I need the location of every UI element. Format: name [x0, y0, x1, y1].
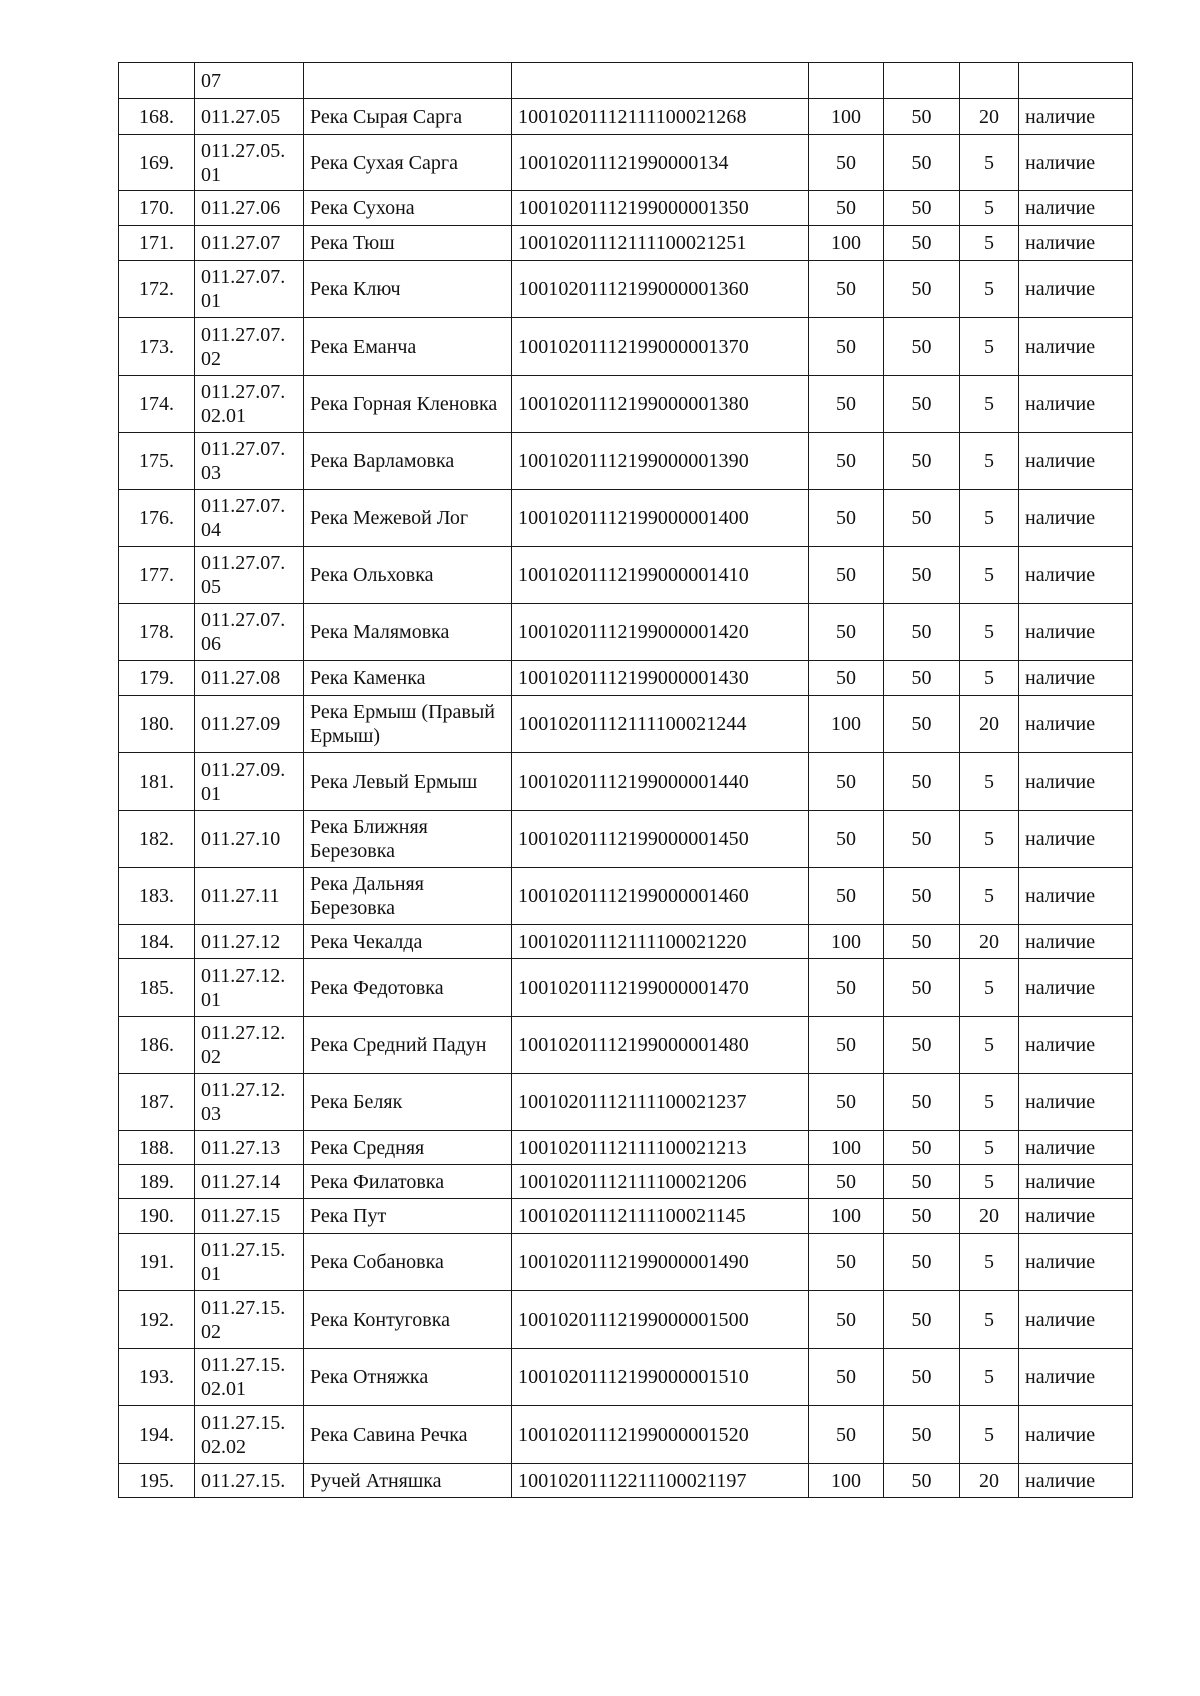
value-1-cell: [809, 63, 884, 99]
status-cell: наличие: [1019, 1131, 1133, 1165]
table-row: [119, 811, 1133, 868]
value-1-cell: 50: [809, 661, 884, 696]
value-2-cell: 50: [884, 99, 960, 135]
row-number-cell: 169.: [119, 135, 195, 191]
value-3-cell: 5: [960, 547, 1019, 604]
registry-number-cell: 10010201112199000001380: [512, 376, 809, 433]
table-row: [119, 959, 1133, 1017]
table-row: [119, 547, 1133, 604]
row-number-cell: 174.: [119, 376, 195, 433]
value-2-cell: 50: [884, 604, 960, 661]
value-1-cell: 50: [809, 433, 884, 490]
table-row: [119, 490, 1133, 547]
value-2-cell: 50: [884, 753, 960, 811]
value-3-cell: 5: [960, 191, 1019, 226]
value-1-cell: 50: [809, 1406, 884, 1464]
value-1-cell: 100: [809, 226, 884, 261]
table-row: [119, 1165, 1133, 1199]
row-number-cell: 170.: [119, 191, 195, 226]
value-1-cell: 50: [809, 959, 884, 1017]
status-cell: наличие: [1019, 1291, 1133, 1349]
value-1-cell: 100: [809, 99, 884, 135]
status-cell: наличие: [1019, 1234, 1133, 1291]
value-2-cell: 50: [884, 135, 960, 191]
registry-number-cell: 10010201112199000001410: [512, 547, 809, 604]
value-2-cell: 50: [884, 1131, 960, 1165]
value-2-cell: 50: [884, 1406, 960, 1464]
registry-number-cell: 10010201112199000001390: [512, 433, 809, 490]
code-cell: 011.27.15: [195, 1199, 304, 1234]
value-1-cell: 50: [809, 261, 884, 318]
row-number-cell: 175.: [119, 433, 195, 490]
value-3-cell: 5: [960, 261, 1019, 318]
registry-number-cell: 10010201112199000001440: [512, 753, 809, 811]
registry-number-cell: 10010201112199000001360: [512, 261, 809, 318]
water-body-name-cell: Река Филатовка: [304, 1165, 512, 1199]
value-3-cell: 5: [960, 226, 1019, 261]
value-1-cell: 50: [809, 1165, 884, 1199]
value-1-cell: 50: [809, 135, 884, 191]
row-number-cell: 195.: [119, 1464, 195, 1498]
code-cell: 011.27.07. 04: [195, 490, 304, 547]
status-cell: наличие: [1019, 376, 1133, 433]
status-cell: наличие: [1019, 226, 1133, 261]
table-row: [119, 226, 1133, 261]
water-body-name-cell: Река Малямовка: [304, 604, 512, 661]
status-cell: [1019, 63, 1133, 99]
registry-number-cell: 10010201112199000001490: [512, 1234, 809, 1291]
row-number-cell: 188.: [119, 1131, 195, 1165]
row-number-cell: 180.: [119, 696, 195, 753]
value-2-cell: 50: [884, 318, 960, 376]
value-2-cell: 50: [884, 959, 960, 1017]
value-3-cell: 5: [960, 1074, 1019, 1131]
table-row: [119, 1349, 1133, 1406]
water-body-name-cell: Река Отняжка: [304, 1349, 512, 1406]
row-number-cell: 179.: [119, 661, 195, 696]
row-number-cell: 172.: [119, 261, 195, 318]
value-1-cell: 50: [809, 1074, 884, 1131]
water-body-name-cell: Река Сырая Сарга: [304, 99, 512, 135]
code-cell: 011.27.11: [195, 868, 304, 925]
registry-number-cell: 10010201112211100021197: [512, 1464, 809, 1498]
value-1-cell: 50: [809, 1234, 884, 1291]
value-2-cell: 50: [884, 868, 960, 925]
value-1-cell: 100: [809, 925, 884, 959]
value-1-cell: 50: [809, 1349, 884, 1406]
table-row: [119, 1406, 1133, 1464]
value-2-cell: 50: [884, 547, 960, 604]
table-row: [119, 604, 1133, 661]
code-cell: 011.27.15. 01: [195, 1234, 304, 1291]
water-body-name-cell: Река Тюш: [304, 226, 512, 261]
status-cell: наличие: [1019, 1349, 1133, 1406]
value-1-cell: 100: [809, 1464, 884, 1498]
value-1-cell: 50: [809, 868, 884, 925]
value-3-cell: 20: [960, 99, 1019, 135]
water-body-name-cell: Река Средний Падун: [304, 1017, 512, 1074]
code-cell: 011.27.09. 01: [195, 753, 304, 811]
registry-number-cell: 10010201112111100021145: [512, 1199, 809, 1234]
value-3-cell: 5: [960, 1291, 1019, 1349]
table-row: [119, 191, 1133, 226]
value-3-cell: 5: [960, 318, 1019, 376]
table-row: [119, 1131, 1133, 1165]
table-row: [119, 753, 1133, 811]
water-body-name-cell: Река Средняя: [304, 1131, 512, 1165]
status-cell: наличие: [1019, 604, 1133, 661]
registry-number-cell: 10010201112111100021206: [512, 1165, 809, 1199]
registry-number-cell: 10010201112111100021237: [512, 1074, 809, 1131]
status-cell: наличие: [1019, 753, 1133, 811]
status-cell: наличие: [1019, 261, 1133, 318]
water-body-name-cell: Река Ольховка: [304, 547, 512, 604]
value-3-cell: 5: [960, 661, 1019, 696]
status-cell: наличие: [1019, 1165, 1133, 1199]
status-cell: наличие: [1019, 1406, 1133, 1464]
value-2-cell: 50: [884, 1165, 960, 1199]
registry-number-cell: 10010201112199000001480: [512, 1017, 809, 1074]
registry-number-cell: 10010201112199000001520: [512, 1406, 809, 1464]
table-row: [119, 1017, 1133, 1074]
value-2-cell: 50: [884, 490, 960, 547]
value-3-cell: 5: [960, 433, 1019, 490]
water-objects-table: [118, 62, 1133, 1498]
water-body-name-cell: Река Савина Речка: [304, 1406, 512, 1464]
code-cell: 011.27.07. 06: [195, 604, 304, 661]
code-cell: 011.27.07: [195, 226, 304, 261]
status-cell: наличие: [1019, 661, 1133, 696]
table-row: [119, 1464, 1133, 1498]
value-1-cell: 50: [809, 604, 884, 661]
registry-number-cell: 10010201112111100021244: [512, 696, 809, 753]
row-number-cell: 194.: [119, 1406, 195, 1464]
table-row: [119, 868, 1133, 925]
value-1-cell: 100: [809, 1199, 884, 1234]
water-body-name-cell: Река Сухона: [304, 191, 512, 226]
registry-number-cell: 10010201112111100021220: [512, 925, 809, 959]
value-2-cell: 50: [884, 1349, 960, 1406]
value-3-cell: 5: [960, 1349, 1019, 1406]
code-cell: 011.27.06: [195, 191, 304, 226]
table-row: [119, 1291, 1133, 1349]
table-row: [119, 376, 1133, 433]
status-cell: наличие: [1019, 696, 1133, 753]
water-body-name-cell: Река Каменка: [304, 661, 512, 696]
row-number-cell: 192.: [119, 1291, 195, 1349]
value-1-cell: 50: [809, 547, 884, 604]
code-cell: 011.27.07. 05: [195, 547, 304, 604]
table-row: [119, 63, 1133, 99]
row-number-cell: 185.: [119, 959, 195, 1017]
registry-number-cell: 10010201112111100021251: [512, 226, 809, 261]
water-body-name-cell: Река Еманча: [304, 318, 512, 376]
water-body-name-cell: Река Ключ: [304, 261, 512, 318]
water-body-name-cell: Река Федотовка: [304, 959, 512, 1017]
value-2-cell: 50: [884, 226, 960, 261]
value-1-cell: 50: [809, 318, 884, 376]
value-3-cell: 5: [960, 1131, 1019, 1165]
value-1-cell: 50: [809, 753, 884, 811]
value-3-cell: 5: [960, 604, 1019, 661]
water-body-name-cell: Река Межевой Лог: [304, 490, 512, 547]
water-body-name-cell: Река Дальняя Березовка: [304, 868, 512, 925]
status-cell: наличие: [1019, 99, 1133, 135]
value-1-cell: 100: [809, 1131, 884, 1165]
value-3-cell: 20: [960, 1464, 1019, 1498]
water-body-name-cell: Река Горная Кленовка: [304, 376, 512, 433]
value-1-cell: 50: [809, 376, 884, 433]
value-3-cell: 5: [960, 1406, 1019, 1464]
status-cell: наличие: [1019, 959, 1133, 1017]
code-cell: 011.27.15. 02: [195, 1291, 304, 1349]
table-row: [119, 1234, 1133, 1291]
value-2-cell: 50: [884, 1291, 960, 1349]
value-2-cell: 50: [884, 1234, 960, 1291]
value-3-cell: 5: [960, 1234, 1019, 1291]
code-cell: 011.27.15. 02.01: [195, 1349, 304, 1406]
row-number-cell: 182.: [119, 811, 195, 868]
value-1-cell: 50: [809, 1291, 884, 1349]
value-2-cell: 50: [884, 811, 960, 868]
value-3-cell: 20: [960, 696, 1019, 753]
status-cell: наличие: [1019, 433, 1133, 490]
table-row: [119, 925, 1133, 959]
row-number-cell: 171.: [119, 226, 195, 261]
code-cell: 011.27.07. 03: [195, 433, 304, 490]
code-cell: 07: [195, 63, 304, 99]
row-number-cell: 187.: [119, 1074, 195, 1131]
code-cell: 011.27.09: [195, 696, 304, 753]
water-body-name-cell: Река Левый Ермыш: [304, 753, 512, 811]
code-cell: 011.27.05. 01: [195, 135, 304, 191]
water-body-name-cell: Река Варламовка: [304, 433, 512, 490]
status-cell: наличие: [1019, 811, 1133, 868]
code-cell: 011.27.12. 01: [195, 959, 304, 1017]
water-body-name-cell: Река Сухая Сарга: [304, 135, 512, 191]
row-number-cell: 184.: [119, 925, 195, 959]
value-1-cell: 50: [809, 191, 884, 226]
value-1-cell: 50: [809, 811, 884, 868]
registry-number-cell: 10010201112199000001460: [512, 868, 809, 925]
water-body-name-cell: Река Ближняя Березовка: [304, 811, 512, 868]
value-2-cell: 50: [884, 191, 960, 226]
registry-number-cell: 100102011121990000134: [512, 135, 809, 191]
value-3-cell: 5: [960, 753, 1019, 811]
registry-number-cell: 10010201112199000001420: [512, 604, 809, 661]
code-cell: 011.27.15. 02.02: [195, 1406, 304, 1464]
table-row: [119, 661, 1133, 696]
value-1-cell: 50: [809, 1017, 884, 1074]
value-1-cell: 100: [809, 696, 884, 753]
water-body-name-cell: [304, 63, 512, 99]
water-body-name-cell: Река Беляк: [304, 1074, 512, 1131]
code-cell: 011.27.12: [195, 925, 304, 959]
row-number-cell: 168.: [119, 99, 195, 135]
value-2-cell: 50: [884, 1017, 960, 1074]
row-number-cell: 193.: [119, 1349, 195, 1406]
table-row: [119, 135, 1133, 191]
table-row: [119, 433, 1133, 490]
value-3-cell: 5: [960, 376, 1019, 433]
code-cell: 011.27.12. 02: [195, 1017, 304, 1074]
row-number-cell: 173.: [119, 318, 195, 376]
value-2-cell: 50: [884, 661, 960, 696]
water-body-name-cell: Река Чекалда: [304, 925, 512, 959]
row-number-cell: 178.: [119, 604, 195, 661]
code-cell: 011.27.10: [195, 811, 304, 868]
water-body-name-cell: Река Пут: [304, 1199, 512, 1234]
code-cell: 011.27.08: [195, 661, 304, 696]
value-3-cell: 5: [960, 135, 1019, 191]
code-cell: 011.27.07. 01: [195, 261, 304, 318]
value-3-cell: 5: [960, 1165, 1019, 1199]
registry-number-cell: 10010201112199000001500: [512, 1291, 809, 1349]
value-2-cell: 50: [884, 1464, 960, 1498]
row-number-cell: 183.: [119, 868, 195, 925]
table-row: [119, 99, 1133, 135]
value-3-cell: 5: [960, 959, 1019, 1017]
value-3-cell: 5: [960, 490, 1019, 547]
registry-number-cell: 10010201112199000001370: [512, 318, 809, 376]
value-3-cell: 20: [960, 925, 1019, 959]
value-2-cell: [884, 63, 960, 99]
value-2-cell: 50: [884, 1074, 960, 1131]
row-number-cell: 176.: [119, 490, 195, 547]
value-1-cell: 50: [809, 490, 884, 547]
code-cell: 011.27.12. 03: [195, 1074, 304, 1131]
status-cell: наличие: [1019, 868, 1133, 925]
status-cell: наличие: [1019, 490, 1133, 547]
water-body-name-cell: Ручей Атняшка: [304, 1464, 512, 1498]
code-cell: 011.27.05: [195, 99, 304, 135]
water-body-name-cell: Река Контуговка: [304, 1291, 512, 1349]
registry-number-cell: [512, 63, 809, 99]
code-cell: 011.27.13: [195, 1131, 304, 1165]
row-number-cell: 191.: [119, 1234, 195, 1291]
registry-number-cell: 10010201112199000001470: [512, 959, 809, 1017]
status-cell: наличие: [1019, 1464, 1133, 1498]
row-number-cell: [119, 63, 195, 99]
registry-number-cell: 10010201112199000001430: [512, 661, 809, 696]
row-number-cell: 181.: [119, 753, 195, 811]
status-cell: наличие: [1019, 1074, 1133, 1131]
value-2-cell: 50: [884, 433, 960, 490]
code-cell: 011.27.07. 02.01: [195, 376, 304, 433]
status-cell: наличие: [1019, 318, 1133, 376]
registry-number-cell: 10010201112199000001350: [512, 191, 809, 226]
status-cell: наличие: [1019, 925, 1133, 959]
registry-number-cell: 10010201112199000001400: [512, 490, 809, 547]
water-body-name-cell: Река Ермыш (Правый Ермыш): [304, 696, 512, 753]
value-3-cell: 5: [960, 811, 1019, 868]
value-3-cell: 5: [960, 1017, 1019, 1074]
value-2-cell: 50: [884, 376, 960, 433]
row-number-cell: 177.: [119, 547, 195, 604]
status-cell: наличие: [1019, 191, 1133, 226]
table-row: [119, 696, 1133, 753]
table-row: [119, 1199, 1133, 1234]
registry-number-cell: 10010201112199000001510: [512, 1349, 809, 1406]
value-2-cell: 50: [884, 696, 960, 753]
code-cell: 011.27.07. 02: [195, 318, 304, 376]
code-cell: 011.27.15.: [195, 1464, 304, 1498]
status-cell: наличие: [1019, 1017, 1133, 1074]
code-cell: 011.27.14: [195, 1165, 304, 1199]
row-number-cell: 190.: [119, 1199, 195, 1234]
registry-number-cell: 10010201112111100021213: [512, 1131, 809, 1165]
registry-number-cell: 10010201112111100021268: [512, 99, 809, 135]
table-row: [119, 261, 1133, 318]
table-row: [119, 1074, 1133, 1131]
value-3-cell: [960, 63, 1019, 99]
table-body: [119, 63, 1133, 1498]
status-cell: наличие: [1019, 547, 1133, 604]
water-body-name-cell: Река Собановка: [304, 1234, 512, 1291]
value-2-cell: 50: [884, 925, 960, 959]
registry-number-cell: 10010201112199000001450: [512, 811, 809, 868]
value-3-cell: 20: [960, 1199, 1019, 1234]
row-number-cell: 189.: [119, 1165, 195, 1199]
value-3-cell: 5: [960, 868, 1019, 925]
value-2-cell: 50: [884, 261, 960, 318]
value-2-cell: 50: [884, 1199, 960, 1234]
status-cell: наличие: [1019, 135, 1133, 191]
row-number-cell: 186.: [119, 1017, 195, 1074]
status-cell: наличие: [1019, 1199, 1133, 1234]
table-row: [119, 318, 1133, 376]
